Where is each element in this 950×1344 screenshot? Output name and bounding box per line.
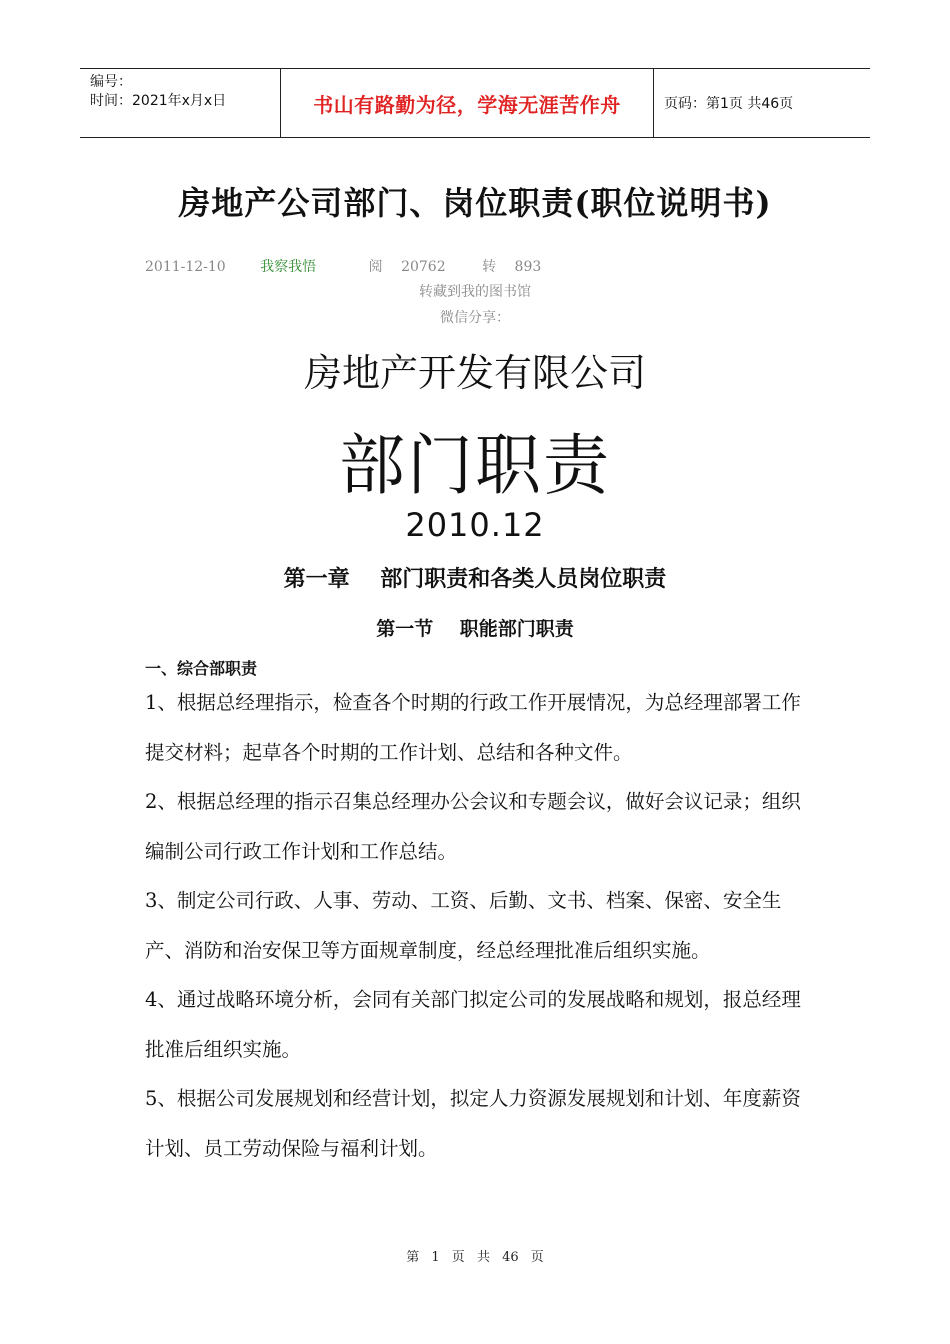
footer-total: 46 — [502, 1250, 519, 1265]
footer-total-unit: 页 — [530, 1250, 544, 1265]
reads-count: 20762 — [401, 259, 446, 275]
footer-page-prefix: 第 — [406, 1250, 420, 1265]
header-page-cell — [654, 69, 870, 137]
body-text — [145, 678, 820, 1173]
document-title: 房地产公司部门、岗位职责(职位说明书) — [178, 184, 772, 222]
header-motto-cell — [281, 69, 654, 137]
shares-label: 转 — [482, 259, 497, 275]
paragraph: 1、根据总经理指示，检查各个时期的行政工作开展情况，为总经理部署工作提交材料；起草各个时期的工作计划、总结和各种文件。 — [145, 691, 801, 764]
wechat-share[interactable]: 微信分享： — [440, 310, 510, 326]
author-link[interactable]: 我察我悟 — [260, 259, 317, 275]
cover-title: 部门职责 — [339, 427, 611, 504]
chapter-heading: 第一章 部门职责和各类人员岗位职责 — [283, 567, 667, 592]
page-footer — [0, 1246, 950, 1265]
footer-page-current: 1 — [431, 1250, 440, 1265]
subsection-heading: 一、综合部职责 — [145, 659, 258, 678]
meta-line — [145, 256, 541, 276]
section-heading: 第一节 职能部门职责 — [376, 618, 574, 640]
reads-label: 阅 — [368, 259, 383, 275]
number-label: 编号： — [90, 74, 132, 90]
save-to-library-link[interactable]: 转藏到我的图书馆 — [419, 284, 531, 300]
page-info: 页码：第1页 共46页 — [664, 96, 794, 112]
shares-count: 893 — [514, 259, 542, 275]
cover-year: 2010.12 — [405, 506, 545, 544]
paragraph: 4、通过战略环境分析，会同有关部门拟定公司的发展战略和规划，报总经理批准后组织实施。 — [145, 988, 801, 1061]
company-name: 房地产开发有限公司 — [303, 351, 646, 395]
header-table — [80, 68, 870, 138]
footer-page-unit: 页 — [451, 1250, 465, 1265]
footer-total-prefix: 共 — [476, 1250, 490, 1265]
paragraph: 5、根据公司发展规划和经营计划，拟定人力资源发展规划和计划、年度薪资计划、员工劳动保险与福利计划。 — [145, 1087, 801, 1160]
post-date: 2011-12-10 — [145, 259, 226, 275]
header-meta-cell — [80, 69, 281, 137]
motto: 书山有路勤为径，学海无涯苦作舟 — [313, 92, 621, 117]
paragraph: 2、根据总经理的指示召集总经理办公会议和专题会议，做好会议记录；组织编制公司行政工作计划和工作总结。 — [145, 790, 801, 863]
time-label: 时间：2021年x月x日 — [90, 93, 227, 109]
paragraph: 3、制定公司行政、人事、劳动、工资、后勤、文书、档案、保密、安全生产、消防和治安保卫等方面规章制度，经总经理批准后组织实施。 — [145, 889, 782, 962]
